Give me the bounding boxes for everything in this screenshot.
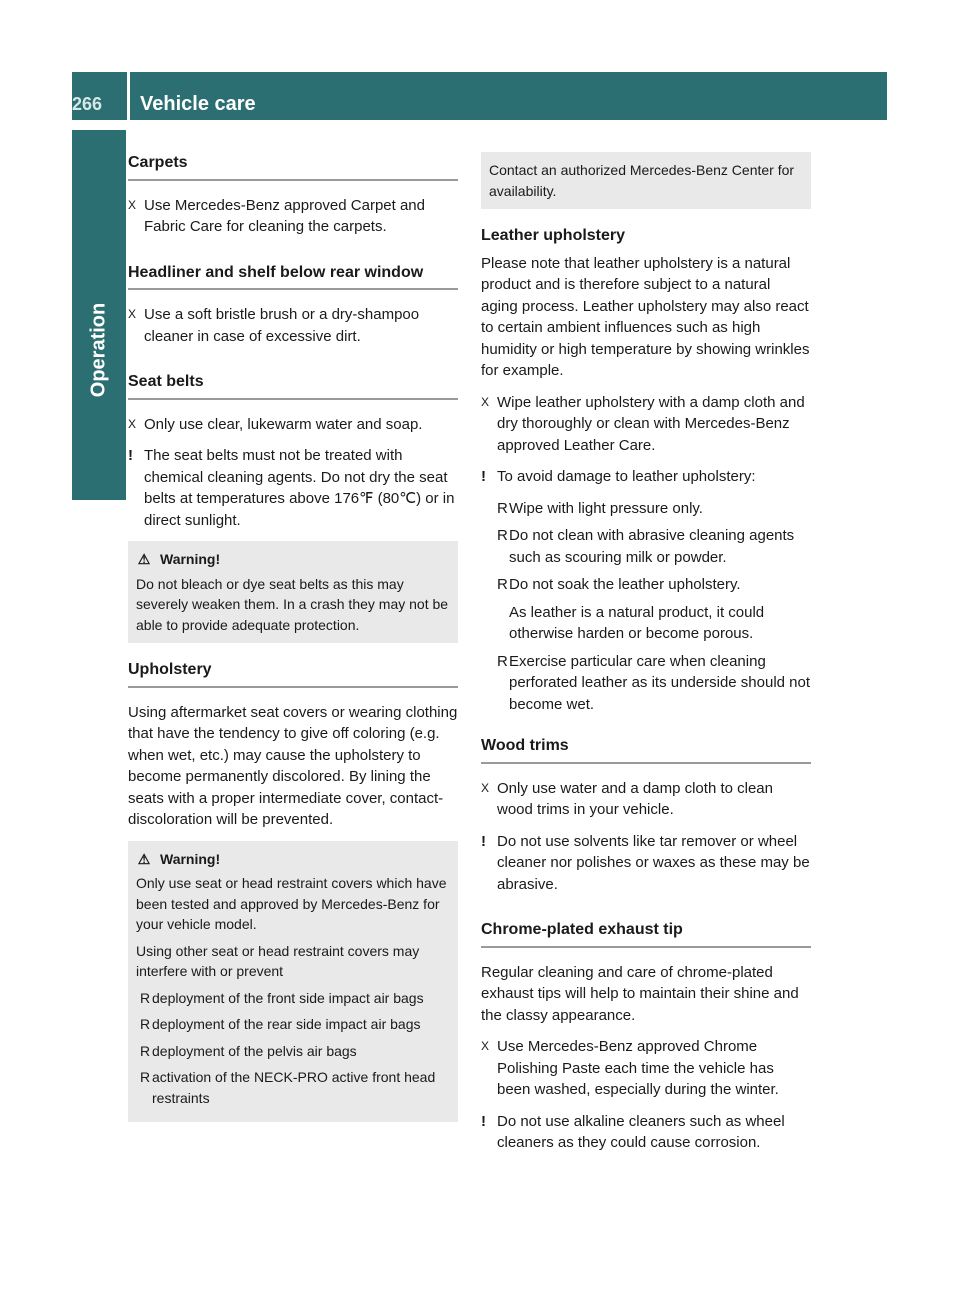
list-item: R Do not clean with abrasive cleaning agents such as scouring milk or powder. (497, 527, 795, 566)
wood-note (481, 831, 811, 896)
warning-title: ⚠ Warning! (136, 849, 450, 870)
side-block (72, 130, 126, 212)
leather-heading: Leather upholstery (481, 227, 626, 244)
note-marker-icon: ! (128, 447, 133, 464)
exhaust-step (481, 1036, 811, 1101)
leather-step-text: Wipe leather upholstery with a damp cloth and dry thoroughly or clean with Mercedes-Benz approved Leather Care. (497, 393, 805, 454)
list-item: R Wipe with light pressure only. (481, 498, 811, 520)
step-marker-icon: X (128, 197, 137, 212)
seat-belts-note (128, 445, 458, 531)
leather-step (481, 392, 811, 457)
wood-step-text: Only use water and a damp cloth to clean wood trims in your vehicle. (497, 779, 773, 818)
upholstery-warning-text-1: Only use seat or head restraint covers which have been tested and approved by Mercedes-Benz for your vehicle model. (136, 875, 447, 932)
page-title: Vehicle care (140, 93, 256, 115)
left-column (128, 152, 458, 1138)
headliner-step-text: Use a soft bristle brush or a dry-shampoo cleaner in case of excessive dirt. (144, 306, 420, 345)
headliner-step (128, 304, 458, 347)
side-tab-label: Operation (87, 302, 110, 398)
list-item: R deployment of the front side impact air bags (136, 988, 450, 1009)
carpets-step (128, 195, 458, 238)
bullet-icon: R (497, 527, 508, 544)
contact-box: Contact an authorized Mercedes-Benz Center for availability. (481, 152, 811, 209)
leather-note-text: To avoid damage to leather upholstery: (497, 468, 756, 485)
bullet-icon: R (497, 576, 508, 593)
step-marker-icon: X (481, 780, 490, 795)
leather-paragraph: Please note that leather upholstery is a natural product and is therefore subject to a natural aging process. Leather upholstery may also react to certain ambient influences such as high humidity or high temperature by showing wrinkles for example. (481, 254, 810, 379)
bullet-icon: R (140, 1069, 151, 1085)
carpets-heading: Carpets (128, 152, 458, 181)
wood-heading: Wood trims (481, 735, 811, 764)
seat-belts-step-text: Only use clear, lukewarm water and soap. (144, 415, 423, 433)
upholstery-paragraph: Using aftermarket seat covers or wearing clothing that have the tendency to give off coloring (e.g. when wet, etc.) may cause the upholstery to become permanently discolored. By lining the seats with a proper intermediate cover, contact-discoloration will be prevented. (128, 703, 458, 828)
note-marker-icon: ! (481, 832, 486, 850)
exhaust-paragraph: Regular cleaning and care of chrome-plated exhaust tips will help to maintain their shine and the classy appearance. (481, 963, 799, 1024)
exhaust-note-text: Do not use alkaline cleaners such as wheel cleaners as they could cause corrosion. (497, 1112, 785, 1151)
bullet-icon: R (140, 1016, 151, 1032)
step-marker-icon: X (481, 1039, 490, 1053)
header-separator (127, 72, 130, 120)
warning-icon: ⚠ (137, 850, 151, 867)
step-marker-icon: X (128, 416, 137, 431)
warning-title: ⚠ Warning! (136, 549, 450, 570)
page-number: 266 (72, 94, 103, 114)
right-column (481, 152, 811, 1164)
note-marker-icon: ! (481, 1112, 486, 1130)
seat-belts-warning-box (128, 541, 458, 643)
bullet-icon: R (497, 499, 508, 517)
upholstery-warning-box (128, 841, 458, 1123)
list-item: R Do not soak the leather upholstery. (481, 574, 811, 596)
list-item: R deployment of the rear side impact air bags (136, 1014, 450, 1035)
leather-note (481, 466, 811, 488)
list-item: R deployment of the pelvis air bags (136, 1041, 450, 1062)
leather-bullet-subtext: As leather is a natural product, it could otherwise harden or become porous. (509, 603, 765, 642)
upholstery-warning-text-2: Using other seat or head restraint covers may interfere with or prevent (136, 942, 420, 979)
bullet-icon: R (497, 652, 508, 670)
warning-icon: ⚠ (137, 551, 151, 567)
exhaust-step-text: Use Mercedes-Benz approved Chrome Polishing Paste each time the vehicle has been washed, especially during the winter. (497, 1038, 779, 1098)
wood-step (481, 778, 811, 821)
exhaust-heading: Chrome-plated exhaust tip (481, 919, 811, 948)
list-item: R activation of the NECK-PRO active front head restraints (140, 1069, 436, 1106)
seat-belts-heading: Seat belts (128, 371, 458, 400)
wood-note-text: Do not use solvents like tar remover or wheel cleaner nor polishes or waxes as these may be abrasive. (497, 832, 810, 893)
upholstery-heading: Upholstery (128, 659, 458, 688)
seat-belts-warning-text: Do not bleach or dye seat belts as this may severely weaken them. In a crash they may not be able to provide adequate protection. (136, 575, 449, 633)
exhaust-note (481, 1111, 811, 1154)
list-item: R Exercise particular care when cleaning perforated leather as its underside should not become wet. (497, 652, 811, 713)
seat-belts-note-text: The seat belts must not be treated with chemical cleaning agents. Do not dry the seat belts at temperatures above 176℉ (80℃) or in direct sunlight. (144, 447, 455, 529)
bullet-icon: R (140, 1042, 151, 1059)
carpets-step-text: Use Mercedes-Benz approved Carpet and Fabric Care for cleaning the carpets. (144, 196, 425, 235)
step-marker-icon: X (481, 394, 490, 409)
step-marker-icon: X (128, 307, 137, 321)
note-marker-icon: ! (481, 468, 486, 485)
bullet-icon: R (140, 989, 151, 1006)
seat-belts-step (128, 414, 458, 436)
headliner-heading: Headliner and shelf below rear window (128, 262, 458, 291)
